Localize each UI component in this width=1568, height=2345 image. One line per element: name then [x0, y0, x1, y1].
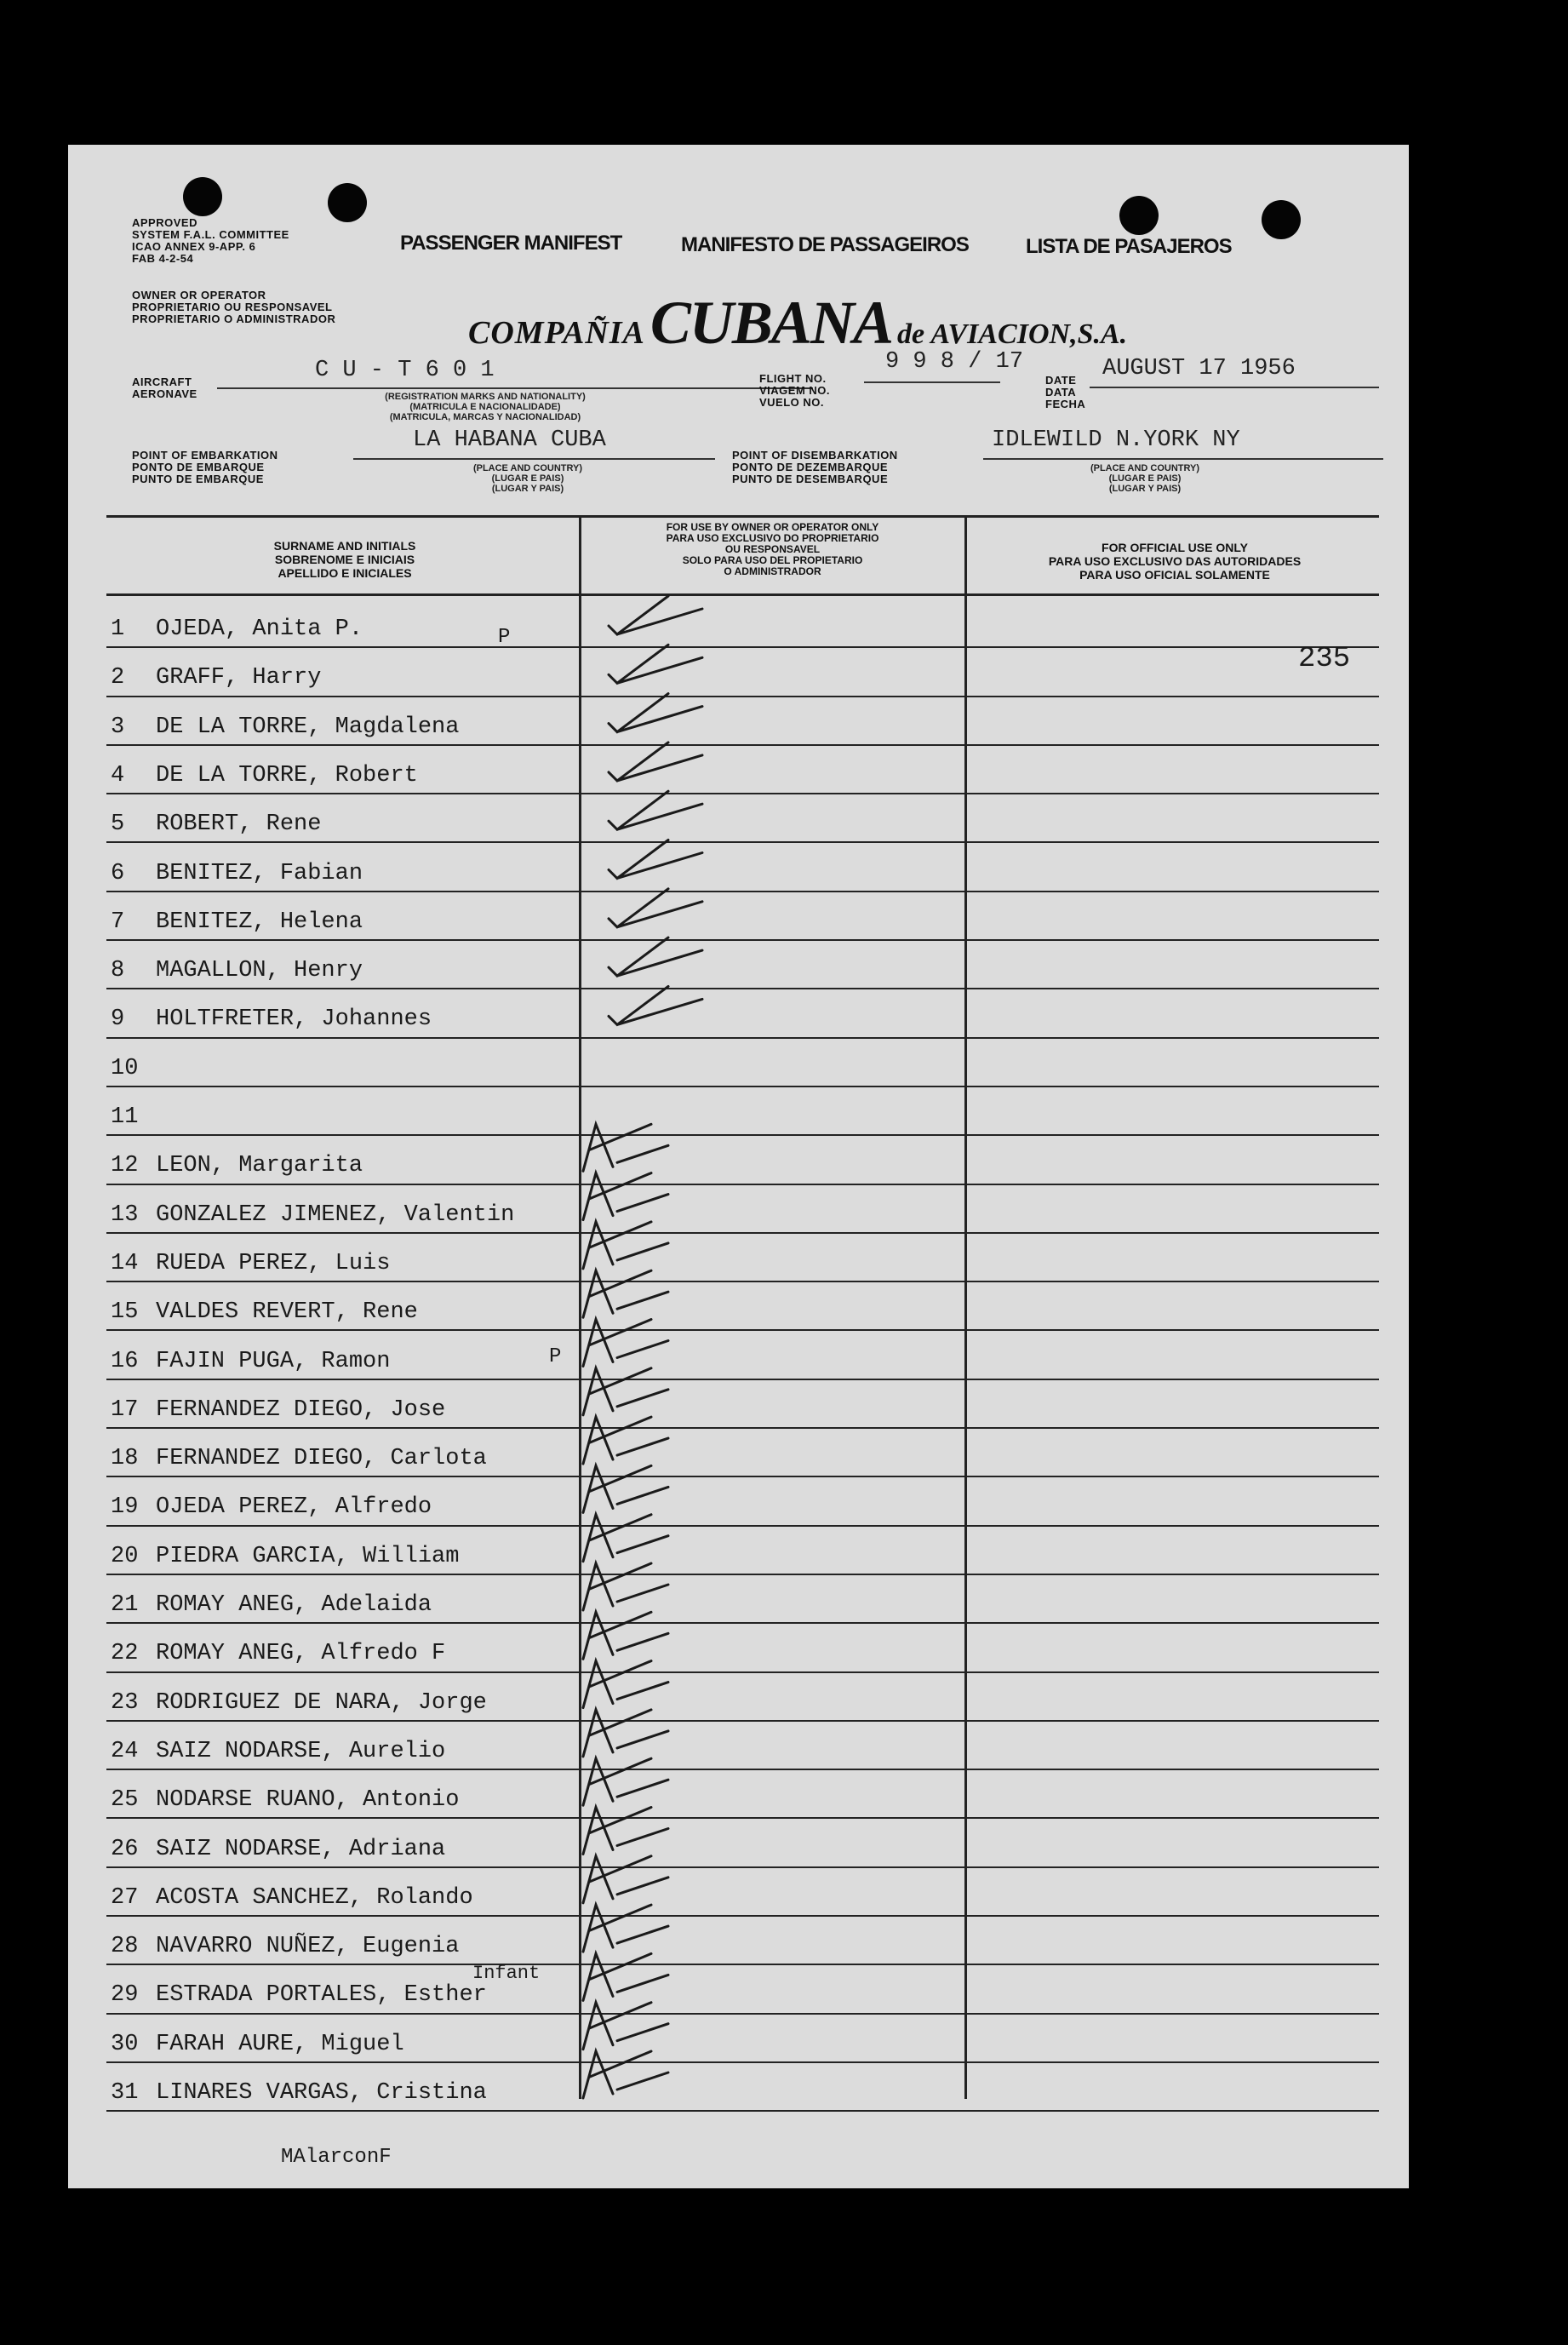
- header-official: FOR OFFICIAL USE ONLY PARA USO EXCLUSIVO DAS AUTORIDADES PARA USO OFICIAL SOLAMENTE: [1048, 541, 1302, 582]
- passenger-table: [106, 515, 1379, 2133]
- disembark-line: [983, 458, 1383, 460]
- row-number: 26: [111, 1836, 139, 1862]
- p-mark: P: [498, 626, 511, 649]
- airline-logo: COMPAÑIACUBANA de AVIACION,S.A.: [468, 289, 1128, 357]
- title-manifesto: MANIFESTO DE PASSAGEIROS: [681, 233, 969, 256]
- title-lista: LISTA DE PASAJEROS: [1026, 235, 1232, 258]
- disembark-value: IDLEWILD N.YORK NY: [992, 427, 1240, 453]
- row-number: 29: [111, 1982, 139, 2009]
- row-number: 20: [111, 1543, 139, 1569]
- row-number: 27: [111, 1884, 139, 1911]
- row-number: 28: [111, 1934, 139, 1960]
- row-number: 14: [111, 1250, 139, 1276]
- p-mark: P: [549, 1345, 562, 1368]
- passenger-name: MAGALLON, Henry: [156, 958, 363, 984]
- passenger-name: HOLTFRETER, Johannes: [156, 1006, 432, 1033]
- row-number: 2: [111, 665, 125, 691]
- flight-value: 9 9 8 / 17: [885, 349, 1024, 375]
- passenger-name: ROMAY ANEG, Alfredo F: [156, 1641, 446, 1667]
- row-number: 7: [111, 909, 125, 935]
- passenger-name: FERNANDEZ DIEGO, Jose: [156, 1396, 446, 1423]
- passenger-name: RUEDA PEREZ, Luis: [156, 1250, 391, 1276]
- date-line: [1090, 387, 1379, 388]
- signature: MAlarconF: [281, 2146, 392, 2169]
- row-number: 22: [111, 1641, 139, 1667]
- row-number: 19: [111, 1494, 139, 1521]
- row-number: 15: [111, 1299, 139, 1326]
- infant-note: Infant: [472, 1963, 541, 1984]
- passenger-name: ROMAY ANEG, Adelaida: [156, 1592, 432, 1618]
- row-number: 21: [111, 1592, 139, 1618]
- row-number: 11: [111, 1104, 139, 1130]
- row-number: 3: [111, 714, 125, 740]
- aircraft-labels: AIRCRAFT AERONAVE: [132, 376, 197, 400]
- passenger-name: GONZALEZ JIMENEZ, Valentin: [156, 1201, 515, 1228]
- row-number: 17: [111, 1396, 139, 1423]
- row-number: 13: [111, 1201, 139, 1228]
- passenger-name: LEON, Margarita: [156, 1153, 363, 1179]
- title-passenger-manifest: PASSENGER MANIFEST: [400, 232, 622, 255]
- row-number: 24: [111, 1738, 139, 1764]
- passenger-name: ROBERT, Rene: [156, 811, 322, 838]
- passenger-name: ACOSTA SANCHEZ, Rolando: [156, 1884, 473, 1911]
- passenger-name: NAVARRO NUÑEZ, Eugenia: [156, 1934, 460, 1960]
- owner-labels: OWNER OR OPERATOR PROPRIETARIO OU RESPONSAVEL PROPRIETARIO O ADMINISTRADOR: [132, 289, 336, 325]
- passenger-name: FARAH AURE, Miguel: [156, 2031, 404, 2057]
- punch-hole: [1262, 200, 1301, 239]
- passenger-name: RODRIGUEZ DE NARA, Jorge: [156, 1689, 487, 1716]
- header-surname: SURNAME AND INITIALS SOBRENOME E INICIAIS APELLIDO E INICIALES: [273, 539, 416, 580]
- manifest-sheet: [68, 145, 1409, 2188]
- aircraft-caption: (REGISTRATION MARKS AND NATIONALITY) (MATRICULA E NACIONALIDADE) (MATRICULA, MARCAS Y NACIONALIDAD): [385, 392, 586, 422]
- row-number: 16: [111, 1348, 139, 1374]
- passenger-name: ESTRADA PORTALES, Esther: [156, 1982, 487, 2009]
- row-number: 30: [111, 2031, 139, 2057]
- passenger-name: SAIZ NODARSE, Aurelio: [156, 1738, 446, 1764]
- aircraft-value: C U - T 6 0 1: [315, 358, 495, 383]
- passenger-name: BENITEZ, Helena: [156, 909, 363, 935]
- row-number: 12: [111, 1153, 139, 1179]
- handwritten-checkmarks: [106, 515, 634, 2133]
- date-labels: DATE DATA FECHA: [1045, 374, 1086, 410]
- embark-line: [353, 458, 715, 460]
- aircraft-line: [217, 387, 813, 389]
- row-number: 4: [111, 762, 125, 788]
- passenger-name: OJEDA, Anita P.: [156, 616, 363, 642]
- embark-value: LA HABANA CUBA: [413, 427, 606, 453]
- embark-caption: (PLACE AND COUNTRY) (LUGAR E PAIS) (LUGAR Y PAIS): [472, 463, 583, 494]
- passenger-name: OJEDA PEREZ, Alfredo: [156, 1494, 432, 1521]
- row-number: 6: [111, 860, 125, 886]
- row-number: 8: [111, 958, 125, 984]
- row-number: 1: [111, 616, 125, 642]
- passenger-name: LINARES VARGAS, Cristina: [156, 2080, 487, 2106]
- passenger-name: NODARSE RUANO, Antonio: [156, 1787, 460, 1814]
- embark-labels: POINT OF EMBARKATION PONTO DE EMBARQUE PUNTO DE EMBARQUE: [132, 449, 278, 485]
- row-number: 18: [111, 1446, 139, 1472]
- disembark-labels: POINT OF DISEMBARKATION PONTO DE DEZEMBARQUE PUNTO DE DESEMBARQUE: [732, 449, 898, 485]
- approval-block: APPROVED SYSTEM F.A.L. COMMITTEE ICAO ANNEX 9-APP. 6 FAB 4-2-54: [132, 216, 289, 265]
- passenger-name: FERNANDEZ DIEGO, Carlota: [156, 1446, 487, 1472]
- passenger-name: PIEDRA GARCIA, William: [156, 1543, 460, 1569]
- passenger-name: DE LA TORRE, Robert: [156, 762, 418, 788]
- punch-hole: [1119, 196, 1159, 235]
- punch-hole: [328, 183, 367, 222]
- disembark-caption: (PLACE AND COUNTRY) (LUGAR E PAIS) (LUGAR Y PAIS): [1090, 463, 1200, 494]
- flight-line: [864, 381, 1000, 383]
- flight-labels: FLIGHT NO. VIAGEM NO. VUELO NO.: [759, 372, 831, 409]
- passenger-name: SAIZ NODARSE, Adriana: [156, 1836, 446, 1862]
- passenger-name: DE LA TORRE, Magdalena: [156, 714, 460, 740]
- row-number: 10: [111, 1055, 139, 1081]
- passenger-name: BENITEZ, Fabian: [156, 860, 363, 886]
- header-operator: FOR USE BY OWNER OR OPERATOR ONLY PARA USO EXCLUSIVO DO PROPRIETARIO OU RESPONSAVEL SOLO PARA USO DEL PROPIETARIO O ADMINISTRADOR: [666, 521, 879, 577]
- passenger-name: FAJIN PUGA, Ramon: [156, 1348, 391, 1374]
- passenger-name: GRAFF, Harry: [156, 665, 322, 691]
- row-number: 9: [111, 1006, 125, 1033]
- passenger-name: VALDES REVERT, Rene: [156, 1299, 418, 1326]
- row-number: 25: [111, 1787, 139, 1814]
- row-number: 31: [111, 2080, 139, 2106]
- punch-hole: [183, 177, 222, 216]
- row-number: 23: [111, 1689, 139, 1716]
- date-value: AUGUST 17 1956: [1102, 356, 1296, 381]
- official-count: 235: [1298, 643, 1351, 675]
- row-number: 5: [111, 811, 125, 838]
